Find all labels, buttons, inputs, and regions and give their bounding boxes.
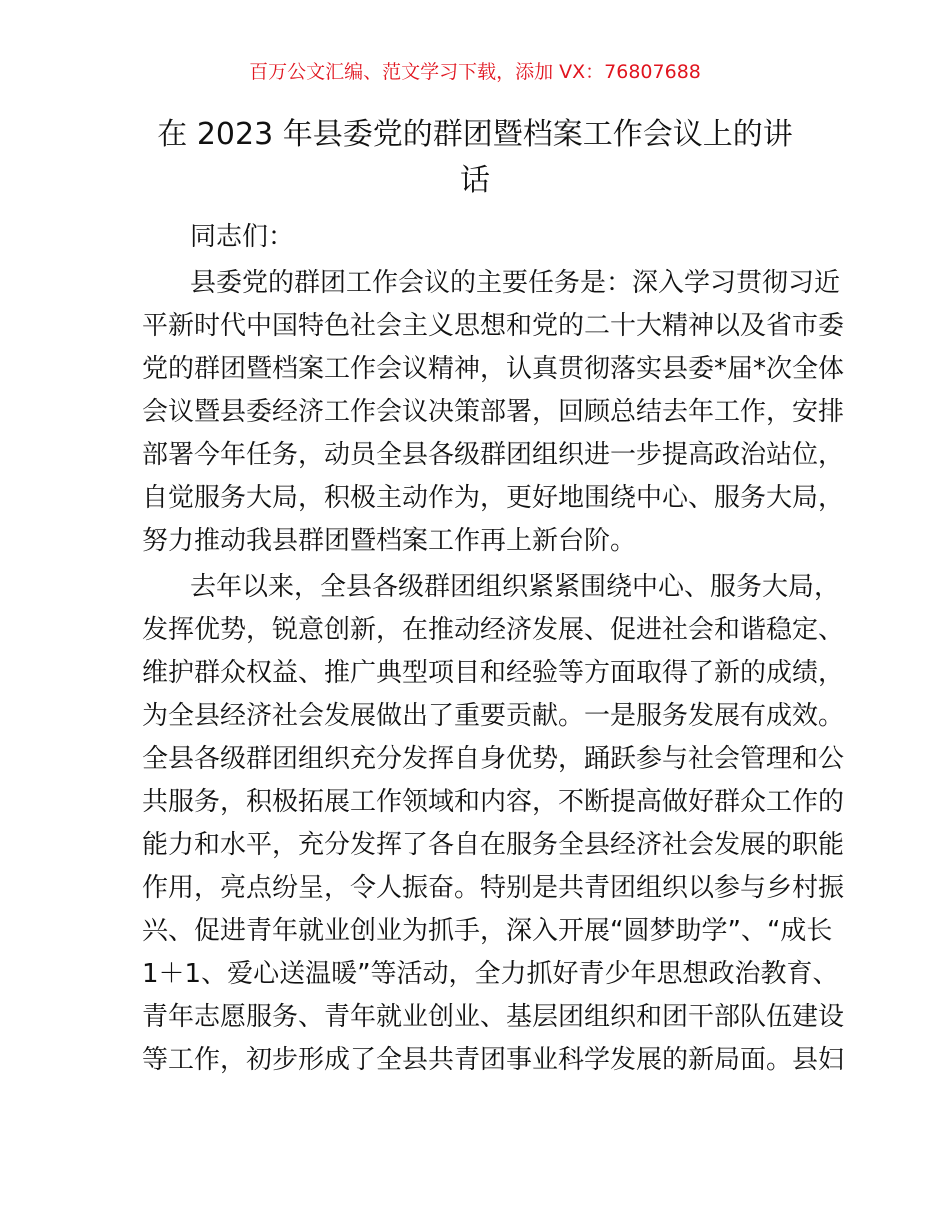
text-line: 等工作，初步形成了全县共青团事业科学发展的新局面。县妇 <box>142 1045 845 1075</box>
title-line-2: 话 <box>460 163 490 198</box>
text-line: 努力推动我县群团暨档案工作再上新台阶。 <box>142 526 637 556</box>
text-line: 县委党的群团工作会议的主要任务是：深入学习贯彻习近 <box>190 268 841 298</box>
text-line: 部署今年任务，动员全县各级群团组织进一步提高政治站位， <box>142 440 845 470</box>
text-line: 会议暨县委经济工作会议决策部署，回顾总结去年工作，安排 <box>142 397 845 427</box>
text-line: 能力和水平，充分发挥了各自在服务全县经济社会发展的职能 <box>142 830 845 860</box>
greeting: 同志们： <box>190 222 295 252</box>
text-line: 党的群团暨档案工作会议精神，认真贯彻落实县委*届*次全体 <box>142 354 845 384</box>
text-line: 青年志愿服务、青年就业创业、基层团组织和团干部队伍建设 <box>142 1002 845 1032</box>
text-line: 作用，亮点纷呈，令人振奋。特别是共青团组织以参与乡村振 <box>142 873 845 903</box>
text-line: 发挥优势，锐意创新，在推动经济发展、促进社会和谐稳定、 <box>142 615 845 645</box>
text-line: 共服务，积极拓展工作领域和内容，不断提高做好群众工作的 <box>142 787 845 817</box>
document-body <box>142 216 845 1085</box>
text-line: 全县各级群团组织充分发挥自身优势，踊跃参与社会管理和公 <box>142 744 845 774</box>
text-line: 1＋1、爱心送温暖”等活动，全力抓好青少年思想政治教育、 <box>142 959 839 989</box>
text-line: 维护群众权益、推广典型项目和经验等方面取得了新的成绩， <box>142 658 845 688</box>
paragraph-2 <box>142 566 845 1082</box>
text-line: 去年以来，全县各级群团组织紧紧围绕中心、服务大局， <box>190 572 841 602</box>
title-line-1: 在 2023 年县委党的群团暨档案工作会议上的讲 <box>157 117 793 152</box>
text-line: 为全县经济社会发展做出了重要贡献。一是服务发展有成效。 <box>142 701 845 731</box>
text-line: 平新时代中国特色社会主义思想和党的二十大精神以及省市委 <box>142 311 845 341</box>
document-title <box>130 112 820 204</box>
paragraph-1 <box>142 262 845 563</box>
watermark-banner: 百万公文汇编、范文学习下载，添加 VX：76807688 <box>249 61 701 83</box>
text-line: 兴、促进青年就业创业为抓手，深入开展“圆梦助学”、“成长 <box>142 916 833 946</box>
text-line: 自觉服务大局，积极主动作为，更好地围绕中心、服务大局， <box>142 483 845 513</box>
